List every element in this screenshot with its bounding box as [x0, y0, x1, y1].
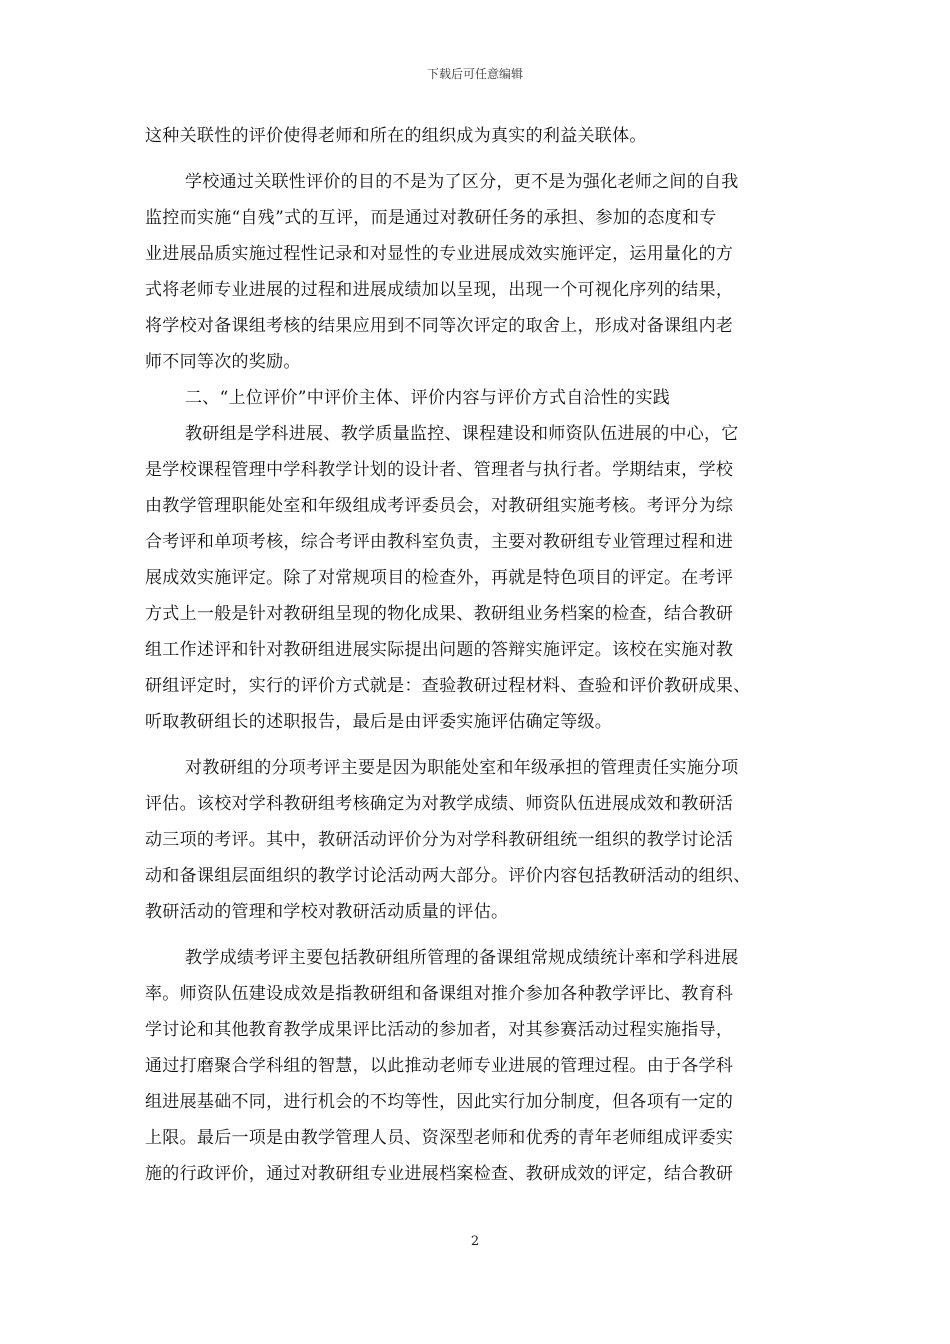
paragraph-line: 师不同等次的奖励。 [145, 352, 301, 372]
paragraph-line: 方式上一般是针对教研组呈现的物化成果、教研组业务档案的检查，结合教研 [145, 604, 734, 624]
paragraph-line: 组工作述评和针对教研组进展实际提出问题的答辩实施评定。该校在实施对教 [145, 640, 734, 660]
paragraph-line: 业进展品质实施过程性记录和对显性的专业进展成效实施评定，运用量化的方 [145, 244, 734, 264]
paragraph-line: 合考评和单项考核，综合考评由教科室负责，主要对教研组专业管理过程和进 [145, 532, 734, 552]
paragraph-line: 展成效实施评定。除了对常规项目的检查外，再就是特色项目的评定。在考评 [145, 568, 734, 588]
paragraph-line: 学讨论和其他教育教学成果评比活动的参加者，对其参赛活动过程实施指导， [145, 1020, 734, 1040]
paragraph-line: 教研组是学科进展、教学质量监控、课程建设和师资队伍进展的中心，它 [185, 424, 739, 444]
paragraph-line: 学校通过关联性评价的目的不是为了区分，更不是为强化老师之间的自我 [185, 172, 739, 192]
section-heading: 二、“上位评价”中评价主体、评价内容与评价方式自洽性的实践 [185, 388, 671, 408]
page-header: 下载后可任意编辑 [426, 67, 523, 81]
paragraph-line: 由教学管理职能处室和年级组成考评委员会，对教研组实施考核。考评分为综 [145, 496, 734, 516]
paragraph-line: 式将老师专业进展的过程和进展成绩加以呈现，出现一个可视化序列的结果， [145, 280, 734, 300]
paragraph-line: 监控而实施“自残”式的互评，而是通过对教研任务的承担、参加的态度和专 [145, 208, 717, 228]
paragraph-line: 动和备课组层面组织的教学讨论活动两大部分。评价内容包括教研活动的组织、 [145, 866, 751, 886]
paragraph-line: 施的行政评价，通过对教研组专业进展档案检查、教研成效的评定，结合教研 [145, 1164, 734, 1184]
page-number: 2 [470, 1234, 480, 1249]
paragraph-line: 组进展基础不同，进行机会的不均等性，因此实行加分制度，但各项有一定的 [145, 1092, 734, 1112]
paragraph-line: 通过打磨聚合学科组的智慧，以此推动老师专业进展的管理过程。由于各学科 [145, 1056, 734, 1076]
paragraph-line: 这种关联性的评价使得老师和所在的组织成为真实的利益关联体。 [145, 126, 647, 146]
paragraph-line: 上限。最后一项是由教学管理人员、资深型老师和优秀的青年老师组成评委实 [145, 1128, 734, 1148]
paragraph-line: 将学校对备课组考核的结果应用到不同等次评定的取舍上，形成对备课组内老 [145, 316, 734, 336]
paragraph-line: 是学校课程管理中学科教学计划的设计者、管理者与执行者。学期结束，学校 [145, 460, 734, 480]
paragraph-line: 教研活动的管理和学校对教研活动质量的评估。 [145, 902, 509, 922]
paragraph-line: 动三项的考评。其中，教研活动评价分为对学科教研组统一组织的教学讨论活 [145, 830, 734, 850]
document-body [145, 118, 815, 1192]
paragraph-line: 率。师资队伍建设成效是指教研组和备课组对推介参加各种教学评比、教育科 [145, 984, 734, 1004]
paragraph-line: 教学成绩考评主要包括教研组所管理的备课组常规成绩统计率和学科进展 [185, 948, 739, 968]
paragraph-line: 听取教研组长的述职报告，最后是由评委实施评估确定等级。 [145, 712, 613, 732]
paragraph-line: 研组评定时，实行的评价方式就是：查验教研过程材料、查验和评价教研成果、 [145, 676, 751, 696]
paragraph-line: 对教研组的分项考评主要是因为职能处室和年级承担的管理责任实施分项 [185, 758, 739, 778]
paragraph-line: 评估。该校对学科教研组考核确定为对教学成绩、师资队伍进展成效和教研活 [145, 794, 734, 814]
